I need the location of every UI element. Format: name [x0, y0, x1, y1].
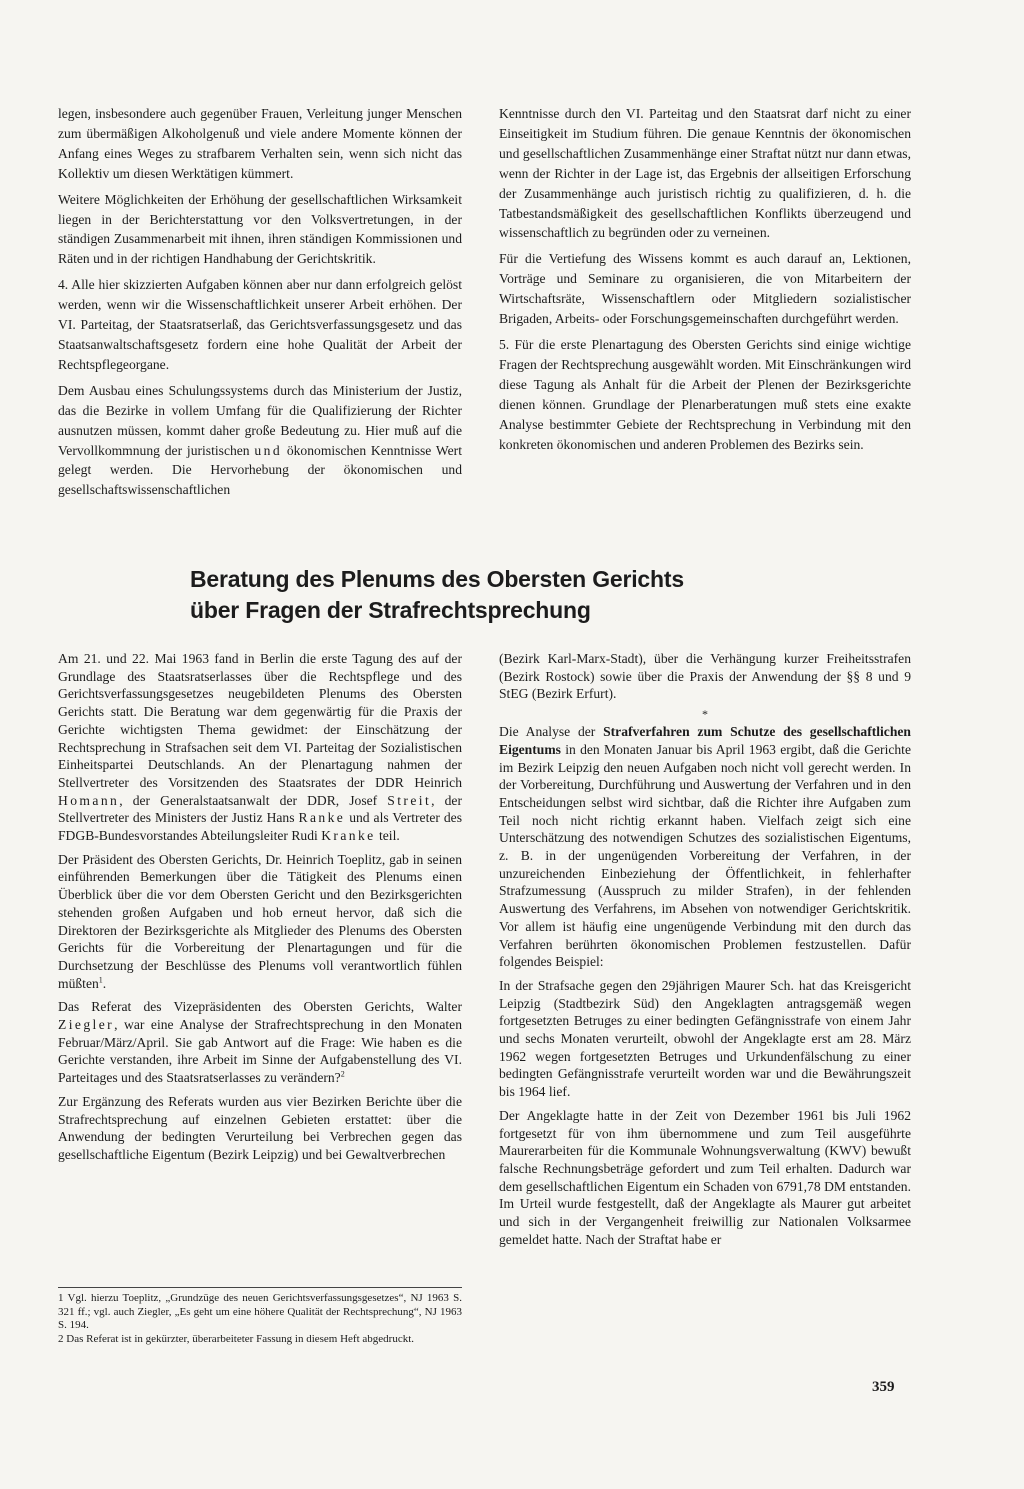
article-headline	[100, 564, 960, 626]
person-name: Kranke	[321, 828, 376, 844]
paragraph	[58, 998, 462, 1087]
paragraph: In der Strafsache gegen den 29jährigen Maurer Sch. hat das Kreisgericht Leipzig (Stadtbezirk Süd) den Angeklagten antragsgemäß wegen fortgesetzten Betruges zu einer bedingten Gefängnisstrafe von einem Jahr und sechs Monaten verurteilt, obwohl der Angeklagte erst am 28. März 1962 wegen fortgesetzten Betruges und Urkundenfälschung zu einer bedingten Gefängnisstrafe verurteilt worden war und die Bewährungszeit bis 1964 lief.	[499, 977, 911, 1100]
text: Am 21. und 22. Mai 1963 fand in Berlin die erste Tagung des auf der Grundlage des Staatsratserlasses über die Rechtspflege und des Gerichtsverfassungsgesetzes neugebildeten Plenums des Obersten Gerichts statt. Die Beratung war dem gegenwärtig für die Praxis der Gerichte wichtigsten Thema gewidmet: der Einschätzung der Rechtsprechung in Strafsachen seit dem VI. Parteitag der Sozialistischen Einheitspartei Deutschlands. An der Plenartagung nahmen der Stellvertreter des Vorsitzenden des Staatsrates der DDR Heinrich	[58, 651, 462, 790]
emphasis: Strafverfahren zum Schutze des gesellschaftlichen Eigentums	[499, 724, 911, 757]
headline-line-2: über Fragen der Strafrechtsprechung	[190, 597, 591, 623]
person-name: Homann	[58, 792, 120, 808]
paragraph: Der Angeklagte hatte in der Zeit von Dezember 1961 bis Juli 1962 fortgesetzt für von ihm übernommene und zum Teil ausgeführte Maurerarbeiten für die Kommunale Wohnungsverwaltung (KWV) bewußt falsche Rechnungsbeträge gefordert und zum Teil erhalten. Dadurch war dem gesellschaftlichen Eigentum ein Schaden von 6791,78 DM entstanden. Im Urteil wurde festgestellt, daß der Angeklagte als Maurer gut arbeitet und sich in der Vergangenheit freiwillig zur Nationalen Volksarmee gemeldet hatte. Nach der Straftat habe er	[499, 1107, 911, 1247]
person-name: Ziegler	[58, 1017, 115, 1033]
section-divider: *	[702, 707, 708, 722]
column-top-right	[499, 104, 911, 460]
paragraph	[58, 650, 462, 845]
person-name: Streit	[387, 792, 432, 808]
page-number: 359	[872, 1379, 895, 1395]
paragraph	[499, 723, 911, 971]
person-name: Ranke	[298, 810, 346, 826]
paragraph: Kenntnisse durch den VI. Parteitag und den Staatsrat darf nicht zu einer Einseitigkeit im Studium führen. Die genaue Kenntnis der ökonomischen und gesellschaftlichen Zusammenhänge einer Straftat nützt nur dann etwas, wenn der Richter in der Lage ist, das Ergebnis der allseitigen Erforschung der Zusammenhänge auch juristisch richtig zu qualifizieren, d. h. die Tatbestandsmäßigkeit des gesellschaftlichen Konflikts überzeugend und wissenschaftlich zu begründen oder zu verneinen.	[499, 106, 911, 241]
text: , der Generalstaatsanwalt der DDR, Josef	[119, 792, 378, 808]
text: ökonomischen Kenntnisse Wert gelegt werden. Die Hervorhebung der ökonomischen und gesellschaftswissenschaftlichen	[58, 442, 462, 498]
footnote-2: 2 Das Referat ist in gekürzter, überarbeiteter Fassung in diesem Heft abgedruckt.	[58, 1332, 415, 1345]
text: teil.	[379, 828, 400, 844]
paragraph: (Bezirk Karl-Marx-Stadt), über die Verhängung kurzer Freiheitsstrafen (Bezirk Rostock) sowie über die Praxis der Anwendung der §§ 8 und 9 StEG (Bezirk Erfurt).	[499, 651, 911, 702]
text: und als Vertreter des FDGB-Bundesvorstandes Abteilungsleiter Rudi	[58, 810, 462, 844]
paragraph: 5. Für die erste Plenartagung des Obersten Gerichts sind einige wichtige Fragen der Rechtsprechung ausgewählt worden. Mit Einschränkungen wird diese Tagung als Anhalt für die Arbeit der Plenen der Bezirksgerichte dienen können. Grundlage der Plenarberatungen muß stets eine exakte Analyse bestimmter Gebiete der Rechtsprechung in Verbindung mit den konkreten ökonomischen und anderen Problemen des Bezirks sein.	[499, 336, 911, 452]
text: in den Monaten Januar bis April 1963 ergibt, daß die Gerichte im Bezirk Leipzig den neuen Aufgaben noch nicht voll gerecht werden. In der Vorbereitung, Durchführung und Auswertung der Verfahren und in den Entscheidungen selbst wird sichtbar, daß die Richter ihre Aufgaben zum Teil noch nicht richtig erkannt haben. Vielfach zeigt sich eine Unterschätzung des notwendigen Schutzes des sozialistischen Eigentums, z. B. in der ungenügenden Vorbereitung der Verfahren, in der unzureichenden Einbeziehung der Öffentlichkeit, in fehlerhafter Strafzumessung (Ausspruch zu milder Strafen), in der fehlenden Auswertung des Verfahrens, im Absehen von notwendiger Gerichtskritik. Vor allem ist häufig eine ungenügende Verbindung mit den durch das Verfahren berührten ökonomischen Problemen festzustellen. Dafür folgendes Beispiel:	[499, 741, 911, 970]
text: Die Analyse der	[499, 724, 596, 740]
footnote-1: 1 Vgl. hierzu Toeplitz, „Grundzüge des neuen Gerichtsverfassungsgesetzes“, NJ 1963 S. 321 ff.; vgl. auch Ziegler, „Es geht um eine höhere Qualität der Rechtsprechung“, NJ 1963 S. 194.	[58, 1292, 462, 1331]
text: , war eine Analyse der Strafrechtsprechung in den Monaten Februar/März/April. Sie gab Antwort auf die Frage: Wie haben es die Gerichte verstanden, ihre Arbeit im Sinne der Aufgabenstellung des VI. Parteitages und des Staatsratserlasses zu verändern?	[58, 1017, 462, 1086]
paragraph: Für die Vertiefung des Wissens kommt es auch darauf an, Lektionen, Vorträge und Seminare zu organisieren, die von Mitarbeitern der Wirtschaftsräte, Wissenschaftlern oder Mitgliedern sozialistischer Brigaden, Arbeits- oder Forschungsgemeinschaften durchgeführt werden.	[499, 251, 911, 327]
text: Dem Ausbau eines Schulungssystems durch das Ministerium der Justiz, das die Bezirke in vollem Umfang für die Qualifizierung der Richter ausnutzen müssen, kommt daher große Bedeutung zu. Hier muß auf die Vervollkommnung der juristischen	[58, 382, 462, 458]
paragraph: legen, insbesondere auch gegenüber Frauen, Verleitung junger Menschen zum übermäßigen Alkoholgenuß und viele andere Momente können der Anfang eines Weges zu strafbarem Verhalten sein, wenn sich nicht das Kollektiv um diesen Werktätigen kümmert.	[58, 106, 462, 181]
column-bottom-left	[58, 650, 462, 1170]
column-top-left	[58, 104, 462, 506]
text: Der Präsident des Obersten Gerichts, Dr. Heinrich Toeplitz, gab in seinen einführenden Bemerkungen über die Tätigkeit des Plenums einen Überblick über die vor dem Obersten Gericht und den Bezirksgerichten stehenden großen Aufgaben und hob erneut hervor, daß sich die Direktoren der Bezirksgerichte als Mitglieder des Plenums des Obersten Gerichts für die Vorbereitung der Plenartagungen und für die Durchsetzung der Beschlüsse des Plenums voll verantwortlich fühlen müßten	[58, 851, 462, 991]
headline-line-1: Beratung des Plenums des Obersten Gerichts	[190, 566, 684, 592]
paragraph: Der Präsident des Obersten Gerichts, Dr. Heinrich Toeplitz, gab in seinen einführenden Bemerkungen über die Tätigkeit des Plenums einen Überblick über die vor dem Obersten Gericht und den Bezirksgerichten stehenden großen Aufgaben und hob erneut hervor, daß sich die Direktoren der Bezirksgerichte als Mitglieder des Plenums des Obersten Gerichts für die Vorbereitung der Plenartagungen und für die Durchsetzung der Beschlüsse des Plenums voll verantwortlich fühlen müßten$^1$.	[58, 851, 462, 991]
footnotes	[58, 1287, 462, 1346]
column-bottom-right	[499, 650, 911, 1255]
paragraph: 4. Alle hier skizzierten Aufgaben können aber nur dann erfolgreich gelöst werden, wenn wir die Wissenschaftlichkeit unserer Arbeit erhöhen. Der VI. Parteitag, der Staatsratserlaß, das Gerichtsverfassungsgesetz und das Staatsanwaltschaftsgesetz fordern eine hohe Qualität der Arbeit der Rechtspflegeorgane.	[58, 277, 462, 372]
paragraph: Weitere Möglichkeiten der Erhöhung der gesellschaftlichen Wirksamkeit liegen in der Berichterstattung vor den Volksvertretungen, in der ständigen Zusammenarbeit mit ihnen, ihren ständigen Kommissionen und Räten und in der richtigen Handhabung der Gerichtskritik.	[58, 191, 462, 267]
text: , der Stellvertreter des Ministers der Justiz Hans	[58, 792, 462, 826]
footnote-ref: 2	[340, 1069, 345, 1079]
spaced-word: und	[254, 442, 283, 458]
footnote-ref: 1	[98, 975, 103, 985]
paragraph	[58, 381, 462, 500]
text: Das Referat des Vizepräsidenten des Obersten Gerichts, Walter	[58, 999, 462, 1015]
paragraph: Zur Ergänzung des Referats wurden aus vier Bezirken Berichte über die Strafrechtsprechung auf einzelnen Gebieten erstattet: über die Anwendung der bedingten Verurteilung bei Verbrechen gegen das gesellschaftliche Eigentum (Bezirk Leipzig) und bei Gewaltverbrechen	[58, 1093, 462, 1162]
